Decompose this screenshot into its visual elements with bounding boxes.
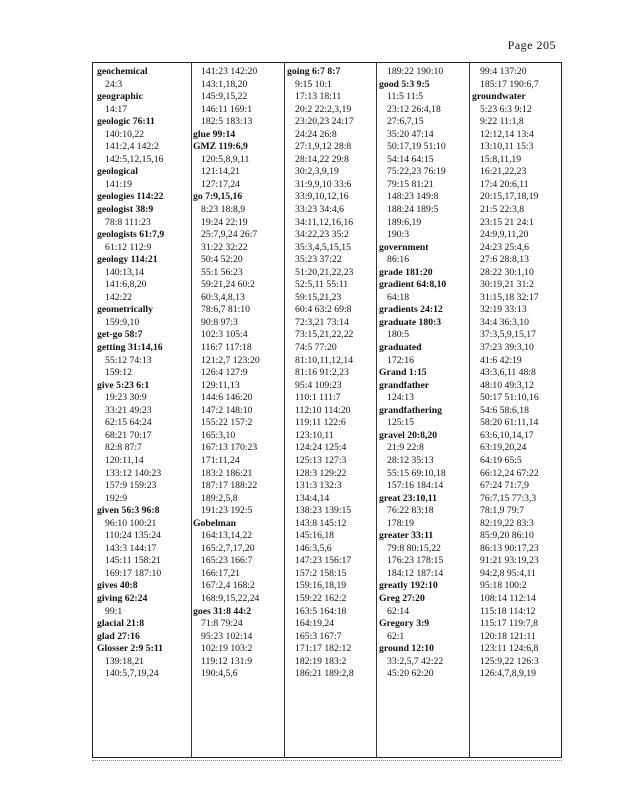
index-column-3	[287, 66, 375, 681]
index-term: gives 40:8	[97, 580, 138, 592]
index-subentry: 28:14,22 29:8	[295, 153, 349, 165]
index-subentry: 78:1,9 79:7	[480, 505, 525, 517]
index-subentry: 75:22,23 76:19	[387, 166, 446, 178]
index-subentry: 190:3	[387, 229, 410, 241]
index-term: gravel 20:8,20	[379, 429, 438, 441]
index-subentry: 108:14 112:14	[480, 592, 536, 604]
index-term: go 7:9,15,16	[193, 191, 243, 203]
index-subentry: 94:2,8 95:4,11	[480, 567, 536, 579]
index-subentry: 33:23 34:4,6	[295, 204, 344, 216]
index-subentry: 59:15,21,23	[295, 291, 342, 303]
index-subentry: 50:17 51:10,16	[480, 392, 539, 404]
index-subentry: 159:22 162:2	[295, 592, 347, 604]
index-subentry: 191:23 192:5	[201, 505, 253, 517]
index-subentry: 138:23 139:15	[295, 505, 352, 517]
index-subentry: 155:22 157:2	[201, 417, 253, 429]
index-subentry: 95:18 100:2	[480, 580, 527, 592]
bottom-rule	[92, 760, 562, 761]
index-subentry: 165:23 166:7	[201, 555, 253, 567]
index-term: geographic	[97, 91, 143, 103]
index-term: gradients 24:12	[379, 304, 443, 316]
index-subentry: 68:21 70:17	[105, 429, 152, 441]
index-term: graduated	[379, 342, 422, 354]
index-subentry: 178:19	[387, 517, 414, 529]
index-subentry: 54:6 58:6,18	[480, 404, 529, 416]
index-subentry: 190:4,5,6	[201, 668, 238, 680]
index-subentry: 34:11,12,16,16	[295, 216, 354, 228]
index-subentry: 27:6,7,15	[387, 116, 424, 128]
index-subentry: 180:5	[387, 329, 410, 341]
index-term: geologic 76:11	[97, 116, 155, 128]
index-subentry: 48:10 49:3,12	[480, 379, 534, 391]
index-term: government	[379, 241, 429, 253]
index-term: GMZ 119:6,9	[193, 141, 248, 153]
index-subentry: 43:3,6,11 48:8	[480, 367, 536, 379]
index-subentry: 28:22 30:1,10	[480, 266, 534, 278]
index-subentry: 112:10 114:20	[295, 404, 351, 416]
index-term: glacial 21:8	[97, 618, 145, 630]
index-subentry: 147:23 156:17	[295, 555, 352, 567]
index-subentry: 142:22	[105, 291, 132, 303]
index-subentry: 72:3,21 73:14	[295, 316, 349, 328]
index-subentry: 147:2 148:10	[201, 404, 253, 416]
index-subentry: 45:20 62:20	[387, 668, 434, 680]
index-subentry: 145:11 158:21	[105, 555, 161, 567]
index-subentry: 35:3,4,5,15,15	[295, 241, 351, 253]
index-subentry: 24:3	[105, 78, 123, 90]
index-subentry: 86:13 90:17,23	[480, 542, 539, 554]
index-subentry: 50:17,19 51:10	[387, 141, 446, 153]
index-subentry: 124:24 125:4	[295, 442, 347, 454]
index-subentry: 123:10,11	[295, 429, 334, 441]
index-subentry: 33:2,5,7 42:22	[387, 655, 444, 667]
index-subentry: 163:5 164:18	[295, 605, 347, 617]
index-column-5	[472, 66, 560, 681]
column-divider	[469, 62, 470, 758]
index-subentry: 157:16 184:14	[387, 480, 444, 492]
index-subentry: 41:6 42:19	[480, 354, 522, 366]
index-subentry: 143:3 144:17	[105, 542, 157, 554]
index-subentry: 120:18 121:11	[480, 630, 536, 642]
index-term: great 23:10,11	[379, 492, 437, 504]
index-subentry: 171:11,24	[201, 454, 240, 466]
index-subentry: 120:11,14	[105, 454, 144, 466]
index-term: glue 99:14	[193, 128, 236, 140]
index-subentry: 51:20,21,22,23	[295, 266, 354, 278]
index-subentry: 76:7,15 77:3,3	[480, 492, 537, 504]
index-subentry: 19:24 22:19	[201, 216, 248, 228]
index-subentry: 99:4 137:20	[480, 66, 527, 77]
index-subentry: 96:10 100:21	[105, 517, 157, 529]
index-subentry: 115:18 114:12	[480, 605, 536, 617]
index-subentry: 86:16	[387, 254, 410, 266]
index-subentry: 79:8 80:15,22	[387, 542, 441, 554]
index-subentry: 14:17	[105, 103, 128, 115]
index-subentry: 102:19 103:2	[201, 643, 253, 655]
index-subentry: 78:6,7 81:10	[201, 304, 250, 316]
index-term: ground 12:10	[379, 643, 434, 655]
index-subentry: 81:16 91:2,23	[295, 367, 349, 379]
index-subentry: 62:14	[387, 605, 410, 617]
index-subentry: 52:5,11 55:11	[295, 279, 349, 291]
index-subentry: 31:15,18 32:17	[480, 291, 539, 303]
index-term: geological	[97, 166, 138, 178]
index-subentry: 54:14 64:15	[387, 153, 434, 165]
index-column-2	[193, 66, 281, 681]
index-term: greatly 192:10	[379, 580, 438, 592]
index-subentry: 34:22,23 35:2	[295, 229, 349, 241]
index-subentry: 140:5,7,19,24	[105, 668, 159, 680]
index-subentry: 157:2 158:15	[295, 567, 347, 579]
index-subentry: 73:15,21,22,22	[295, 329, 354, 341]
index-subentry: 123:11 124:6,8	[480, 643, 539, 655]
index-subentry: 126:4 127:9	[201, 367, 248, 379]
index-subentry: 141:2,4 142:2	[105, 141, 159, 153]
index-subentry: 66:12,24 67:22	[480, 467, 539, 479]
index-subentry: 55:1 56:23	[201, 266, 243, 278]
index-subentry: 185:17 190:6,7	[480, 78, 539, 90]
index-subentry: 62:15 64:24	[105, 417, 152, 429]
index-subentry: 125:15	[387, 417, 414, 429]
index-subentry: 176:23 178:15	[387, 555, 444, 567]
index-term: grade 181:20	[379, 266, 433, 278]
index-subentry: 17:13 18:11	[295, 91, 342, 103]
index-subentry: 78:8 111:23	[105, 216, 151, 228]
index-subentry: 159:12	[105, 367, 132, 379]
index-subentry: 67:24 71:7,9	[480, 480, 529, 492]
index-subentry: 146:11 169:1	[201, 103, 253, 115]
index-subentry: 128:3 129:22	[295, 467, 347, 479]
index-subentry: 183:2 186:21	[201, 467, 253, 479]
index-subentry: 58:20 61:11,14	[480, 417, 539, 429]
index-subentry: 17:4 20:6,11	[480, 178, 529, 190]
index-subentry: 124:13	[387, 392, 414, 404]
index-subentry: 188:24 189:5	[387, 204, 439, 216]
index-subentry: 182:19 183:2	[295, 655, 347, 667]
column-divider	[376, 62, 377, 758]
index-subentry: 167:13 170:23	[201, 442, 258, 454]
index-subentry: 166:17,21	[201, 567, 241, 579]
index-subentry: 172:16	[387, 354, 414, 366]
index-subentry: 19:23 30:9	[105, 392, 147, 404]
index-subentry: 121:14,21	[201, 166, 241, 178]
index-term: gradient 64:8,10	[379, 279, 447, 291]
index-subentry: 119:12 131:9	[201, 655, 253, 667]
index-term: Glosser 2:9 5:11	[97, 643, 164, 655]
index-subentry: 76:22 83:18	[387, 505, 434, 517]
index-subentry: 189:2,5,8	[201, 492, 238, 504]
index-subentry: 63:19,20,24	[480, 442, 527, 454]
index-subentry: 164:13,14,22	[201, 530, 253, 542]
index-subentry: 102:3 105:4	[201, 329, 248, 341]
index-subentry: 165:2,7,17,20	[201, 542, 255, 554]
index-term: Gregory 3:9	[379, 618, 430, 630]
index-term: grandfathering	[379, 404, 442, 416]
index-term: geologies 114:22	[97, 191, 164, 203]
index-subentry: 133:12 140:23	[105, 467, 162, 479]
index-term: Greg 27:20	[379, 592, 425, 604]
index-subentry: 141:23 142:20	[201, 66, 258, 77]
index-subentry: 164:19,24	[295, 618, 335, 630]
index-subentry: 55:15 69:10,18	[387, 467, 446, 479]
index-term: geometrically	[97, 304, 153, 316]
index-subentry: 37:23 39:3,10	[480, 342, 534, 354]
index-subentry: 37:3,5,9,15,17	[480, 329, 536, 341]
index-subentry: 168:9,15,22,24	[201, 592, 260, 604]
index-subentry: 125:13 127:3	[295, 454, 347, 466]
index-subentry: 71:8 79:24	[201, 618, 243, 630]
index-term: glad 27:16	[97, 630, 140, 642]
index-subentry: 125:9,22 126:3	[480, 655, 539, 667]
index-subentry: 9:22 11:1,8	[480, 116, 524, 128]
index-subentry: 159:16,18,19	[295, 580, 347, 592]
index-subentry: 23:15 21 24:1	[480, 216, 534, 228]
index-subentry: 146:3,5,6	[295, 542, 332, 554]
index-subentry: 140:10,22	[105, 128, 145, 140]
index-subentry: 184:12 187:14	[387, 567, 444, 579]
index-subentry: 182:5 183:13	[201, 116, 253, 128]
index-term: given 56:3 96:8	[97, 505, 160, 517]
index-subentry: 148:23 149:8	[387, 191, 439, 203]
index-subentry: 141:19	[105, 178, 132, 190]
index-subentry: 28:12 35:13	[387, 454, 434, 466]
index-term: going 6:7 8:7	[287, 66, 341, 77]
index-subentry: 82:19,22 83:3	[480, 517, 534, 529]
index-subentry: 115:17 119:7,8	[480, 618, 538, 630]
index-subentry: 167:2,4 168:2	[201, 580, 255, 592]
index-subentry: 131:3 132:3	[295, 480, 342, 492]
index-subentry: 189:22 190:10	[387, 66, 444, 77]
index-subentry: 55:12 74:13	[105, 354, 152, 366]
index-term: good 5:3 9:5	[379, 78, 430, 90]
index-subentry: 12:12,14 13:4	[480, 128, 534, 140]
index-subentry: 110:1 111:7	[295, 392, 341, 404]
index-term: geologists 61:7,9	[97, 229, 165, 241]
index-subentry: 64:19 65:5	[480, 454, 522, 466]
index-term: Gobelman	[193, 517, 237, 529]
index-subentry: 90:8 97:3	[201, 316, 238, 328]
index-subentry: 5:23 6:3 9:12	[480, 103, 532, 115]
index-subentry: 23:20,23 24:17	[295, 116, 354, 128]
column-divider	[191, 62, 192, 758]
index-subentry: 24:23 25:4,6	[480, 241, 529, 253]
index-subentry: 30:2,3,9,19	[295, 166, 339, 178]
index-subentry: 34:4 36:3,10	[480, 316, 529, 328]
index-subentry: 30:19,21 31:2	[480, 279, 534, 291]
index-subentry: 116:7 117:18	[201, 342, 252, 354]
index-term: geology 114:21	[97, 254, 158, 266]
index-subentry: 82:8 87:7	[105, 442, 142, 454]
index-subentry: 24:9,9,11,20	[480, 229, 529, 241]
index-subentry: 171:17 182:12	[295, 643, 352, 655]
index-subentry: 33:21 49:23	[105, 404, 152, 416]
index-subentry: 21:5 22:3,8	[480, 204, 525, 216]
index-term: goes 31:8 44:2	[193, 605, 252, 617]
index-subentry: 16:21,22,23	[480, 166, 527, 178]
index-subentry: 134:4,14	[295, 492, 330, 504]
index-subentry: 120:5,8,9,11	[201, 153, 250, 165]
index-subentry: 126:4,7,8,9,19	[480, 668, 536, 680]
index-subentry: 61:12 112:9	[105, 241, 152, 253]
index-subentry: 23:12 26:4,18	[387, 103, 441, 115]
index-subentry: 50:4 52:20	[201, 254, 243, 266]
index-subentry: 165:3,10	[201, 429, 236, 441]
index-subentry: 144:6 146:20	[201, 392, 253, 404]
index-subentry: 32:19 33:13	[480, 304, 527, 316]
index-term: geochemical	[97, 66, 148, 77]
index-subentry: 60:4 63:2 69:8	[295, 304, 352, 316]
index-term: graduate 180:3	[379, 316, 442, 328]
index-subentry: 165:3 167:7	[295, 630, 342, 642]
index-subentry: 187:17 188:22	[201, 480, 258, 492]
index-column-4	[379, 66, 467, 681]
index-subentry: 99:1	[105, 605, 123, 617]
index-subentry: 110:24 135:24	[105, 530, 161, 542]
index-term: groundwater	[472, 91, 526, 103]
index-term: get-go 58:7	[97, 329, 143, 341]
index-subentry: 91:21 93:19,23	[480, 555, 539, 567]
index-subentry: 62:1	[387, 630, 405, 642]
index-subentry: 20:15,17,18,19	[480, 191, 539, 203]
index-subentry: 33:9,10,12,16	[295, 191, 349, 203]
page-number: Page 205	[507, 38, 556, 52]
index-term: getting 31:14,16	[97, 342, 163, 354]
index-subentry: 95:23 102:14	[201, 630, 253, 642]
index-subentry: 79:15 81:21	[387, 178, 434, 190]
index-subentry: 129:11,13	[201, 379, 240, 391]
index-subentry: 20:2 22:2,3,19	[295, 103, 352, 115]
index-term: geologist 38:9	[97, 204, 154, 216]
index-subentry: 143:8 145:12	[295, 517, 347, 529]
index-subentry: 121:2,7 123:20	[201, 354, 260, 366]
index-subentry: 74:5 77:20	[295, 342, 337, 354]
index-subentry: 9:15 10:1	[295, 78, 332, 90]
index-subentry: 24:24 26:8	[295, 128, 337, 140]
index-subentry: 63:6,10,14,17	[480, 429, 534, 441]
index-subentry: 27:6 28:8,13	[480, 254, 529, 266]
index-subentry: 189:6,19	[387, 216, 422, 228]
index-subentry: 145:9,15,22	[201, 91, 248, 103]
index-subentry: 127:17,24	[201, 178, 241, 190]
index-subentry: 11:5 11:5	[387, 91, 424, 103]
index-subentry: 157:9 159:23	[105, 480, 157, 492]
index-subentry: 192:9	[105, 492, 128, 504]
index-subentry: 145:16,18	[295, 530, 335, 542]
index-subentry: 81:10,11,12,14	[295, 354, 354, 366]
index-term: greater 33:11	[379, 530, 434, 542]
index-subentry: 35:23 37:22	[295, 254, 342, 266]
index-term: grandfather	[379, 379, 430, 391]
column-divider	[284, 62, 285, 758]
index-column-1	[97, 66, 185, 681]
index-subentry: 140:13,14	[105, 266, 145, 278]
index-subentry: 142:5,12,15,16	[105, 153, 164, 165]
index-subentry: 119:11 122:6	[295, 417, 346, 429]
index-subentry: 27:1,9,12 28:8	[295, 141, 352, 153]
index-subentry: 143:1,18,20	[201, 78, 248, 90]
index-subentry: 59:21,24 60:2	[201, 279, 255, 291]
index-term: giving 62:24	[97, 592, 148, 604]
index-subentry: 64:18	[387, 291, 410, 303]
index-subentry: 15:8,11,19	[480, 153, 522, 165]
index-subentry: 169:17 187:10	[105, 567, 162, 579]
index-subentry: 35:20 47:14	[387, 128, 434, 140]
index-term: give 5:23 6:1	[97, 379, 150, 391]
index-subentry: 141:6,8,20	[105, 279, 147, 291]
index-subentry: 139:18,21	[105, 655, 145, 667]
index-subentry: 60:3,4,8,13	[201, 291, 245, 303]
index-term: Grand 1:15	[379, 367, 427, 379]
index-subentry: 95:4 109:23	[295, 379, 342, 391]
index-subentry: 25:7,9,24 26:7	[201, 229, 258, 241]
index-subentry: 159:9,10	[105, 316, 140, 328]
index-subentry: 13:10,11 15:3	[480, 141, 534, 153]
index-subentry: 31:9,9,10 33:6	[295, 178, 352, 190]
index-subentry: 21:9 22:8	[387, 442, 424, 454]
index-subentry: 186:21 189:2,8	[295, 668, 354, 680]
index-subentry: 8:23 18:8,9	[201, 204, 246, 216]
index-subentry: 31:22 32:22	[201, 241, 248, 253]
index-subentry: 85:9,20 86:10	[480, 530, 534, 542]
